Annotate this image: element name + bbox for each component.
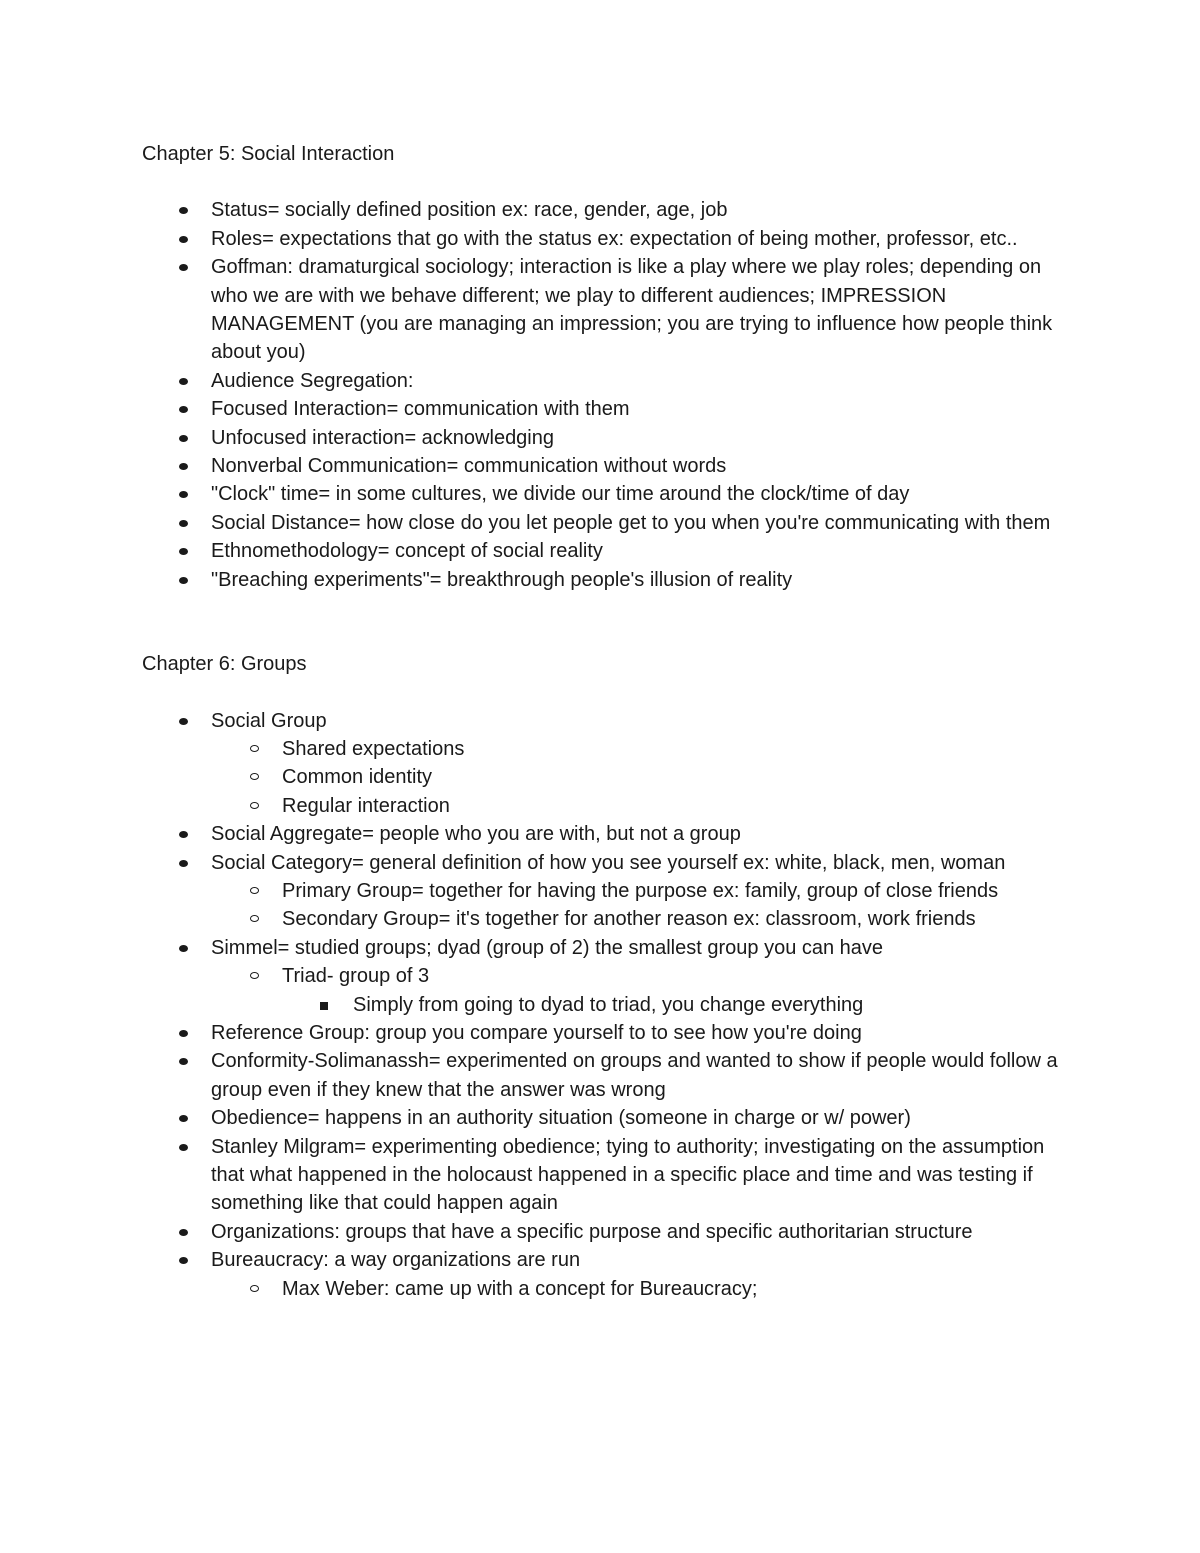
- list-item: [142, 1218, 1072, 1246]
- list-item-text: Simmel= studied groups; dyad (group of 2) the smallest group you can have: [211, 936, 884, 959]
- sub-list-item: [142, 877, 1072, 905]
- list-item: [142, 537, 1072, 565]
- list-item-text: Status= socially defined position ex: race, gender, age, job: [211, 199, 728, 222]
- list-item-text: Organizations: groups that have a specific purpose and specific authoritarian structure: [211, 1220, 973, 1243]
- list-item: [142, 1246, 1072, 1303]
- list-item: [142, 820, 1072, 848]
- list-item: [142, 253, 1072, 367]
- bullet-icon: [179, 1144, 188, 1151]
- list-item: [142, 424, 1072, 452]
- sub-list-item: [142, 735, 1072, 763]
- chapter-6-list: [142, 707, 1072, 1304]
- list-item-text: Focused Interaction= communication with them: [211, 398, 630, 421]
- list-item: [142, 1019, 1072, 1047]
- list-item-text: Audience Segregation:: [211, 369, 414, 392]
- hollow-bullet-icon: [250, 887, 259, 894]
- bullet-icon: [179, 860, 188, 867]
- list-item: [142, 1133, 1072, 1218]
- bullet-icon: [179, 718, 188, 725]
- bullet-icon: [179, 577, 188, 584]
- list-item-text: Roles= expectations that go with the status ex: expectation of being mother, professor, etc..: [211, 227, 1018, 250]
- list-item-text: Social Category= general definition of how you see yourself ex: white, black, men, woman: [211, 851, 1006, 874]
- hollow-bullet-icon: [250, 802, 259, 809]
- list-item: [142, 566, 1072, 594]
- square-bullet-icon: [320, 1002, 328, 1010]
- list-item-text: Unfocused interaction= acknowledging: [211, 426, 554, 449]
- list-item-text: Ethnomethodology= concept of social reality: [211, 540, 603, 563]
- list-item: [142, 225, 1072, 253]
- sub-list-item-text: Max Weber: came up with a concept for Bureaucracy;: [282, 1277, 758, 1300]
- sub-list-item: [142, 792, 1072, 820]
- bullet-icon: [179, 491, 188, 498]
- list-item: [142, 849, 1072, 934]
- list-item-text: "Clock" time= in some cultures, we divide our time around the clock/time of day: [211, 483, 910, 506]
- list-item: [142, 1047, 1072, 1104]
- bullet-icon: [179, 1257, 188, 1264]
- bullet-icon: [179, 1229, 188, 1236]
- list-item: [142, 196, 1072, 224]
- list-item-text: Social Aggregate= people who you are with, but not a group: [211, 823, 741, 846]
- bullet-icon: [179, 945, 188, 952]
- sub-sub-list: [213, 991, 1072, 1019]
- bullet-icon: [179, 1115, 188, 1122]
- bullet-icon: [179, 378, 188, 385]
- bullet-icon: [179, 831, 188, 838]
- bullet-icon: [179, 1058, 188, 1065]
- list-item-text: Obedience= happens in an authority situation (someone in charge or w/ power): [211, 1107, 911, 1130]
- list-item: [142, 1104, 1072, 1132]
- hollow-bullet-icon: [250, 745, 259, 752]
- sub-list-item: [142, 763, 1072, 791]
- list-item-text: Bureaucracy: a way organizations are run: [211, 1249, 581, 1272]
- sub-list-item-text: Triad- group of 3: [282, 965, 430, 988]
- sub-list-item-text: Common identity: [282, 766, 433, 789]
- sub-list-item-text: Secondary Group= it's together for another reason ex: classroom, work friends: [282, 908, 976, 931]
- list-item: [142, 707, 1072, 821]
- sub-list-item-text: Regular interaction: [282, 794, 450, 817]
- list-item-text: Conformity-Solimanassh= experimented on groups and wanted to show if people would follow a group even if they knew that the answer was wrong: [211, 1050, 1058, 1101]
- sub-list-item: [142, 1275, 1072, 1303]
- sub-list-item: [142, 962, 1072, 1019]
- sub-list: [211, 1275, 1072, 1303]
- chapter-5-list: [142, 196, 1072, 594]
- hollow-bullet-icon: [250, 1285, 259, 1292]
- list-item-text: "Breaching experiments"= breakthrough people's illusion of reality: [211, 568, 793, 591]
- list-item-text: Goffman: dramaturgical sociology; interaction is like a play where we play roles; depending on who we are with we behave different; we play to different audiences; IMPRESSION MANAGEMENT (you are managing an impression; you are trying to influence how people think about you): [211, 256, 1053, 364]
- list-item-text: Social Distance= how close do you let people get to you when you're communicating with them: [211, 511, 1051, 534]
- list-item-text: Nonverbal Communication= communication without words: [211, 455, 727, 478]
- sub-list: [211, 735, 1072, 820]
- bullet-icon: [179, 548, 188, 555]
- sub-sub-list-item: [213, 991, 1072, 1019]
- list-item: [142, 934, 1072, 1019]
- chapter-5-title: Chapter 5: Social Interaction: [142, 143, 395, 165]
- list-item: [142, 480, 1072, 508]
- list-item: [142, 452, 1072, 480]
- sub-sub-list-item-text: Simply from going to dyad to triad, you change everything: [353, 993, 864, 1016]
- sub-list-item: [142, 905, 1072, 933]
- sub-list-item-text: Shared expectations: [282, 737, 465, 760]
- list-item-text: Social Group: [211, 709, 327, 732]
- sub-list: [211, 962, 1072, 1019]
- sub-list-item-text: Primary Group= together for having the purpose ex: family, group of close friends: [282, 879, 999, 902]
- bullet-icon: [179, 520, 188, 527]
- bullet-icon: [179, 264, 188, 271]
- list-item-text: Stanley Milgram= experimenting obedience; tying to authority; investigating on the assumption that what happened in the holocaust happened in a specific place and time and was testing if something like that could happen again: [211, 1135, 1045, 1215]
- list-item: [142, 395, 1072, 423]
- document-content: [142, 140, 1072, 1303]
- bullet-icon: [179, 207, 188, 214]
- list-item: [142, 367, 1072, 395]
- chapter-6-title: Chapter 6: Groups: [142, 653, 307, 676]
- list-item: [142, 509, 1072, 537]
- bullet-icon: [179, 463, 188, 470]
- bullet-icon: [179, 236, 188, 243]
- sub-list: [211, 877, 1072, 934]
- bullet-icon: [179, 435, 188, 442]
- list-item-text: Reference Group: group you compare yourself to to see how you're doing: [211, 1021, 862, 1044]
- bullet-icon: [179, 406, 188, 413]
- bullet-icon: [179, 1030, 188, 1037]
